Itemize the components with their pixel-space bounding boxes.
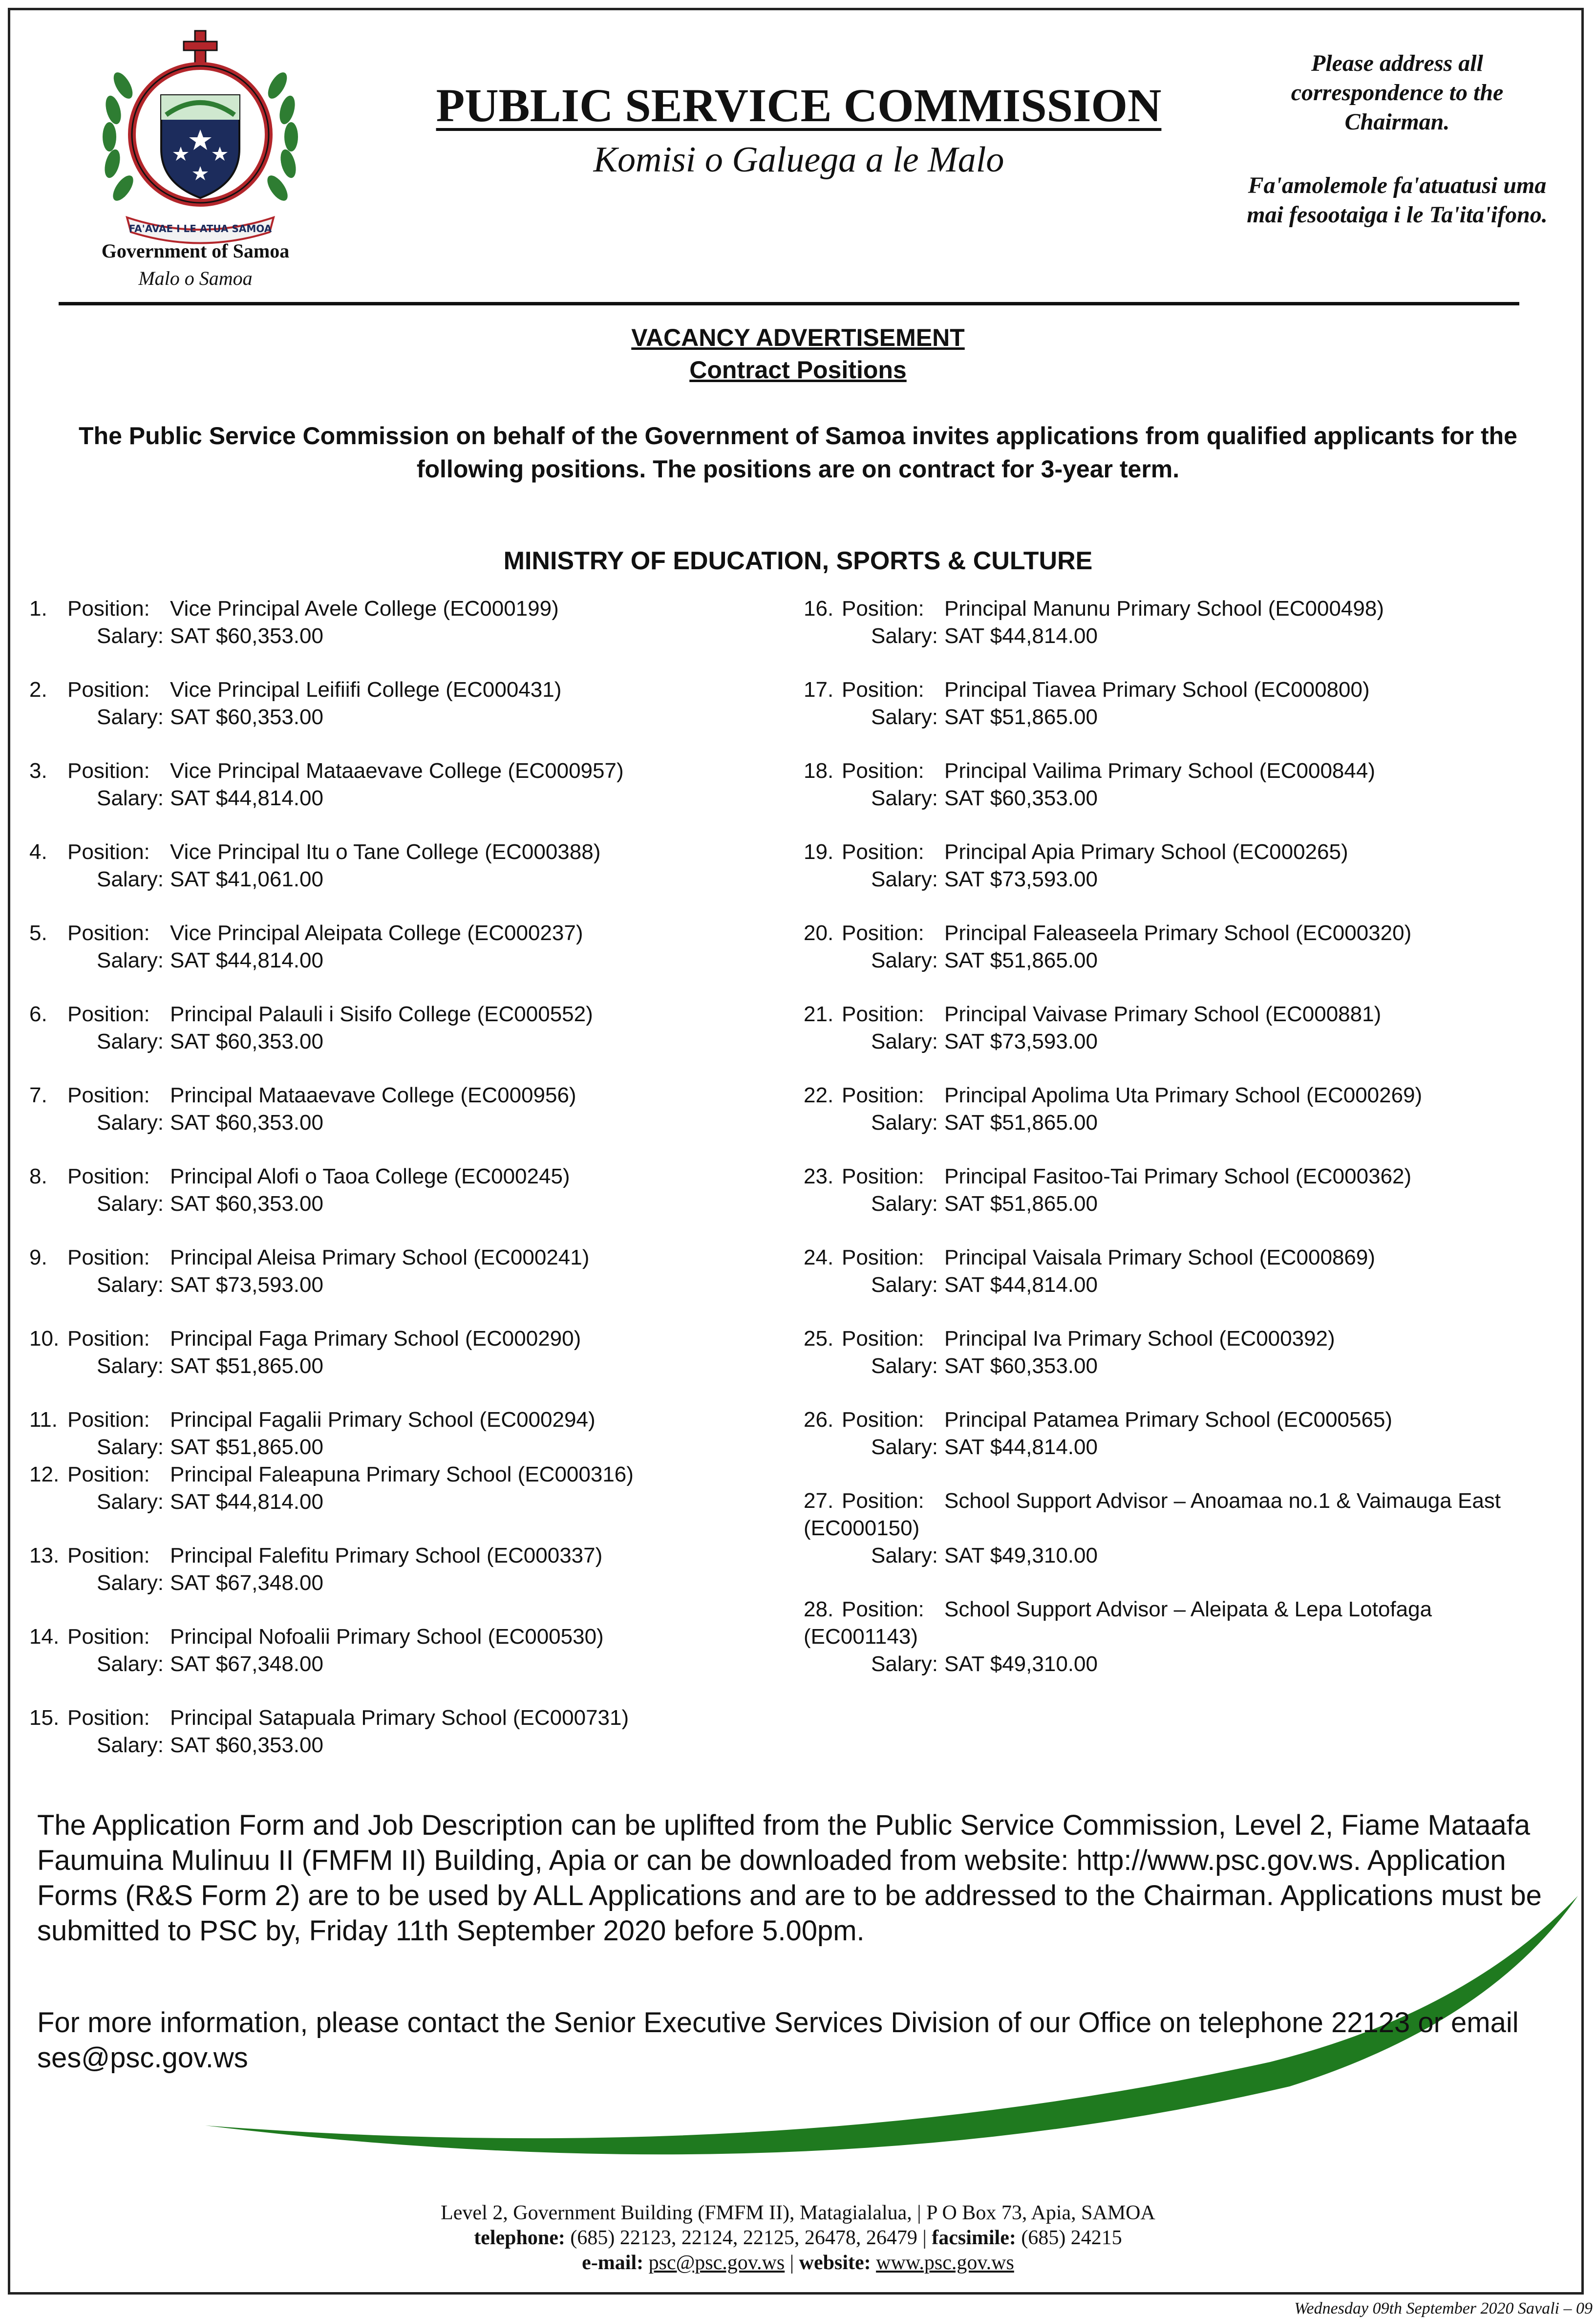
position-number: 9. <box>29 1245 47 1269</box>
ministry-heading: MINISTRY OF EDUCATION, SPORTS & CULTURE <box>503 547 1093 575</box>
salary-label: Salary: <box>97 786 164 810</box>
telephone-numbers: (685) 22123, 22124, 22125, 26478, 26479 | <box>565 2227 932 2249</box>
website-link[interactable]: www.psc.gov.ws <box>876 2252 1014 2274</box>
position-entry <box>804 676 1566 731</box>
salary-label: Salary: <box>871 786 938 810</box>
crest-motto: FA'AVAE I LE ATUA SAMOA <box>128 223 272 235</box>
salary-label: Salary: <box>97 1652 164 1676</box>
position-number: 11. <box>29 1408 58 1432</box>
position-label: Position: <box>67 678 150 702</box>
salary-label: Salary: <box>97 624 164 648</box>
position-label: Position: <box>842 921 924 945</box>
contact-information: For more information, please contact the Senior Executive Services Division of our Office on telephone 22123 or email ses@psc.gov.ws <box>37 2007 1519 2074</box>
government-name-samoan: Malo o Samoa <box>138 267 253 289</box>
salary-label: Salary: <box>97 948 164 972</box>
salary-label: Salary: <box>871 1354 938 1378</box>
position-number: 12. <box>29 1462 60 1486</box>
position-entry <box>29 1325 791 1380</box>
position-label: Position: <box>67 759 150 783</box>
government-name: Government of Samoa <box>101 240 290 262</box>
position-salary: SAT $49,310.00 <box>944 1544 1098 1567</box>
position-entry <box>29 1406 791 1461</box>
salary-label: Salary: <box>871 1030 938 1053</box>
position-label: Position: <box>842 678 924 702</box>
facsimile-number: (685) 24215 <box>1016 2227 1122 2249</box>
position-title: Principal Fagalii Primary School (EC000294) <box>170 1408 596 1432</box>
position-label: Position: <box>842 1408 924 1432</box>
website-label: website: <box>799 2252 871 2274</box>
position-title: Principal Tiavea Primary School (EC000800) <box>944 678 1370 702</box>
footer-email-web <box>0 2251 1596 2275</box>
position-label: Position: <box>67 840 150 864</box>
position-entry <box>804 1163 1566 1218</box>
footer-phone-fax <box>0 2226 1596 2250</box>
position-entry <box>29 1001 791 1055</box>
position-salary: SAT $44,814.00 <box>170 1490 323 1514</box>
position-label: Position: <box>67 1083 150 1107</box>
position-entry <box>29 1082 791 1137</box>
correspondence-note-english: Please address all correspondence to the Chairman. <box>1291 50 1504 135</box>
position-entry <box>29 676 791 731</box>
salary-label: Salary: <box>871 867 938 891</box>
telephone-label: telephone: <box>474 2227 565 2249</box>
positions-column-right <box>804 595 1566 1678</box>
position-entry <box>29 1163 791 1218</box>
position-label: Position: <box>842 597 924 621</box>
position-number: 6. <box>29 1002 47 1026</box>
position-title-continued: (EC001143) <box>804 1625 918 1649</box>
position-salary: SAT $51,865.00 <box>170 1354 323 1378</box>
position-salary: SAT $49,310.00 <box>944 1652 1098 1676</box>
position-number: 24. <box>804 1245 834 1269</box>
position-entry <box>29 1461 791 1516</box>
position-salary: SAT $51,865.00 <box>944 1192 1098 1216</box>
position-salary: SAT $44,814.00 <box>170 786 323 810</box>
position-number: 22. <box>804 1083 834 1107</box>
position-entry <box>804 1244 1566 1299</box>
salary-label: Salary: <box>97 1354 164 1378</box>
position-title: Principal Manunu Primary School (EC000498) <box>944 597 1384 621</box>
position-salary: SAT $60,353.00 <box>944 786 1098 810</box>
salary-label: Salary: <box>97 1030 164 1053</box>
position-label: Position: <box>842 1002 924 1026</box>
position-salary: SAT $44,814.00 <box>170 948 323 972</box>
position-entry <box>804 838 1566 893</box>
position-title: Principal Apolima Uta Primary School (EC000269) <box>944 1083 1423 1107</box>
position-salary: SAT $60,353.00 <box>170 1733 323 1757</box>
position-entry <box>804 920 1566 974</box>
position-number: 27. <box>804 1489 834 1513</box>
position-salary: SAT $51,865.00 <box>170 1435 323 1459</box>
position-title: Principal Palauli i Sisifo College (EC000552) <box>170 1002 593 1026</box>
position-salary: SAT $67,348.00 <box>170 1652 323 1676</box>
position-number: 10. <box>29 1327 60 1351</box>
position-title: Principal Faleaseela Primary School (EC000320) <box>944 921 1412 945</box>
footer-address: Level 2, Government Building (FMFM II), Matagialalua, | P O Box 73, Apia, SAMOA <box>441 2202 1155 2224</box>
salary-label: Salary: <box>871 948 938 972</box>
salary-label: Salary: <box>871 1652 938 1676</box>
position-entry <box>804 1082 1566 1137</box>
position-title: Principal Vaisala Primary School (EC000869) <box>944 1245 1376 1269</box>
position-title: Vice Principal Mataaevave College (EC000957) <box>170 759 624 783</box>
position-label: Position: <box>67 1164 150 1188</box>
position-title: Principal Aleisa Primary School (EC000241) <box>170 1245 590 1269</box>
salary-label: Salary: <box>871 624 938 648</box>
position-label: Position: <box>842 1164 924 1188</box>
position-title: Principal Patamea Primary School (EC000565) <box>944 1408 1393 1432</box>
position-number: 20. <box>804 921 834 945</box>
position-title: Principal Nofoalii Primary School (EC000530) <box>170 1625 604 1649</box>
salary-label: Salary: <box>871 1435 938 1459</box>
position-title: Principal Vaivase Primary School (EC000881) <box>944 1002 1382 1026</box>
salary-label: Salary: <box>97 705 164 729</box>
position-entry <box>804 1001 1566 1055</box>
position-label: Position: <box>842 840 924 864</box>
position-salary: SAT $51,865.00 <box>944 1111 1098 1135</box>
position-number: 18. <box>804 759 834 783</box>
position-entry <box>804 757 1566 812</box>
position-entry <box>804 1596 1566 1678</box>
position-number: 15. <box>29 1706 60 1730</box>
position-salary: SAT $44,814.00 <box>944 1273 1098 1297</box>
position-number: 19. <box>804 840 834 864</box>
positions-column-left <box>29 595 791 1759</box>
position-entry <box>804 1487 1566 1569</box>
salary-label: Salary: <box>97 1435 164 1459</box>
position-title: School Support Advisor – Anoamaa no.1 & Vaimauga East <box>944 1489 1501 1513</box>
position-title: Principal Fasitoo-Tai Primary School (EC000362) <box>944 1164 1412 1188</box>
position-number: 23. <box>804 1164 834 1188</box>
position-salary: SAT $60,353.00 <box>170 1192 323 1216</box>
position-title: Vice Principal Itu o Tane College (EC000388) <box>170 840 601 864</box>
position-title: School Support Advisor – Aleipata & Lepa Lotofaga <box>944 1597 1432 1621</box>
position-salary: SAT $51,865.00 <box>944 705 1098 729</box>
separator: | <box>785 2252 799 2274</box>
position-title: Vice Principal Avele College (EC000199) <box>170 597 559 621</box>
position-entry <box>29 595 791 650</box>
position-number: 14. <box>29 1625 60 1649</box>
page-subtitle: Komisi o Galuega a le Malo <box>593 140 1004 180</box>
position-label: Position: <box>67 1625 150 1649</box>
salary-label: Salary: <box>97 1111 164 1135</box>
email-link[interactable]: psc@psc.gov.ws <box>648 2252 785 2274</box>
position-title: Principal Apia Primary School (EC000265) <box>944 840 1348 864</box>
position-number: 3. <box>29 759 47 783</box>
position-entry <box>804 1406 1566 1461</box>
position-label: Position: <box>842 1327 924 1351</box>
position-title: Principal Falefitu Primary School (EC000337) <box>170 1544 603 1567</box>
application-instructions: The Application Form and Job Description can be uplifted from the Public Service Commission, Level 2, Fiame Mataafa Faumuina Mulinuu II (FMFM II) Building, Apia or can be downloaded from website: http://www.psc.gov.ws. Application Forms (R&S Form 2) are to be used by ALL Applications and are to be addressed to the Chairman. Applications must be submitted to PSC by, Friday 11th September 2020 before 5.00pm. <box>37 1809 1542 1947</box>
position-number: 8. <box>29 1164 47 1188</box>
position-number: 25. <box>804 1327 834 1351</box>
position-entry <box>29 838 791 893</box>
position-entry <box>29 1542 791 1597</box>
position-entry <box>29 1623 791 1678</box>
position-label: Position: <box>67 1327 150 1351</box>
position-entry <box>804 1325 1566 1380</box>
position-salary: SAT $60,353.00 <box>170 1111 323 1135</box>
salary-label: Salary: <box>871 1192 938 1216</box>
page-date-footer: Wednesday 09th September 2020 Savali – 09 <box>1294 2299 1593 2318</box>
position-title: Principal Alofi o Taoa College (EC000245) <box>170 1164 570 1188</box>
facsimile-label: facsimile: <box>932 2227 1016 2249</box>
position-number: 13. <box>29 1544 60 1567</box>
position-label: Position: <box>67 1245 150 1269</box>
position-salary: SAT $73,593.00 <box>170 1273 323 1297</box>
position-number: 5. <box>29 921 47 945</box>
position-salary: SAT $67,348.00 <box>170 1571 323 1595</box>
advert-title: VACANCY ADVERTISEMENT <box>631 324 965 351</box>
position-number: 2. <box>29 678 47 702</box>
position-salary: SAT $60,353.00 <box>170 705 323 729</box>
position-label: Position: <box>842 1489 924 1513</box>
position-number: 4. <box>29 840 47 864</box>
salary-label: Salary: <box>871 1273 938 1297</box>
position-salary: SAT $41,061.00 <box>170 867 323 891</box>
position-salary: SAT $73,593.00 <box>944 867 1098 891</box>
position-number: 28. <box>804 1597 834 1621</box>
salary-label: Salary: <box>97 1733 164 1757</box>
salary-label: Salary: <box>97 1490 164 1514</box>
position-label: Position: <box>67 1544 150 1567</box>
salary-label: Salary: <box>871 1544 938 1567</box>
position-number: 26. <box>804 1408 834 1432</box>
position-label: Position: <box>67 1706 150 1730</box>
position-salary: SAT $60,353.00 <box>170 1030 323 1053</box>
position-label: Position: <box>67 1462 150 1486</box>
position-label: Position: <box>842 759 924 783</box>
position-title: Principal Faleapuna Primary School (EC000316) <box>170 1462 634 1486</box>
salary-label: Salary: <box>97 1192 164 1216</box>
position-entry <box>804 595 1566 650</box>
position-label: Position: <box>67 597 150 621</box>
salary-label: Salary: <box>871 705 938 729</box>
samoa-coat-of-arms-icon <box>93 27 308 247</box>
position-label: Position: <box>67 1408 150 1432</box>
position-title: Principal Satapuala Primary School (EC000731) <box>170 1706 629 1730</box>
position-label: Position: <box>67 1002 150 1026</box>
advert-subtitle: Contract Positions <box>689 356 907 384</box>
correspondence-note-samoan: Fa'amolemole fa'atuatusi uma mai fesootaiga i le Ta'ita'ifono. <box>1247 172 1548 228</box>
salary-label: Salary: <box>97 1273 164 1297</box>
salary-label: Salary: <box>97 1571 164 1595</box>
position-label: Position: <box>842 1083 924 1107</box>
position-title: Principal Faga Primary School (EC000290) <box>170 1327 581 1351</box>
position-number: 21. <box>804 1002 834 1026</box>
salary-label: Salary: <box>871 1111 938 1135</box>
position-entry <box>29 757 791 812</box>
position-number: 7. <box>29 1083 47 1107</box>
position-number: 1. <box>29 597 47 621</box>
position-label: Position: <box>842 1245 924 1269</box>
position-number: 16. <box>804 597 834 621</box>
header-divider <box>59 302 1519 305</box>
position-salary: SAT $44,814.00 <box>944 624 1098 648</box>
page-title: PUBLIC SERVICE COMMISSION <box>436 79 1162 131</box>
position-title: Vice Principal Leifiifi College (EC000431) <box>170 678 562 702</box>
position-salary: SAT $73,593.00 <box>944 1030 1098 1053</box>
position-salary: SAT $51,865.00 <box>944 948 1098 972</box>
position-title-continued: (EC000150) <box>804 1516 920 1540</box>
position-title: Vice Principal Aleipata College (EC000237) <box>170 921 583 945</box>
position-label: Position: <box>842 1597 924 1621</box>
position-salary: SAT $44,814.00 <box>944 1435 1098 1459</box>
position-entry <box>29 920 791 974</box>
position-entry <box>29 1704 791 1759</box>
position-title: Principal Mataaevave College (EC000956) <box>170 1083 576 1107</box>
position-title: Principal Iva Primary School (EC000392) <box>944 1327 1335 1351</box>
position-number: 17. <box>804 678 834 702</box>
position-label: Position: <box>67 921 150 945</box>
position-title: Principal Vailima Primary School (EC000844) <box>944 759 1375 783</box>
position-salary: SAT $60,353.00 <box>944 1354 1098 1378</box>
position-salary: SAT $60,353.00 <box>170 624 323 648</box>
advert-intro: The Public Service Commission on behalf of the Government of Samoa invites applications from qualified applicants for the following positions. The positions are on contract for 3-year term. <box>79 422 1517 483</box>
email-label: e-mail: <box>582 2252 644 2274</box>
salary-label: Salary: <box>97 867 164 891</box>
position-entry <box>29 1244 791 1299</box>
